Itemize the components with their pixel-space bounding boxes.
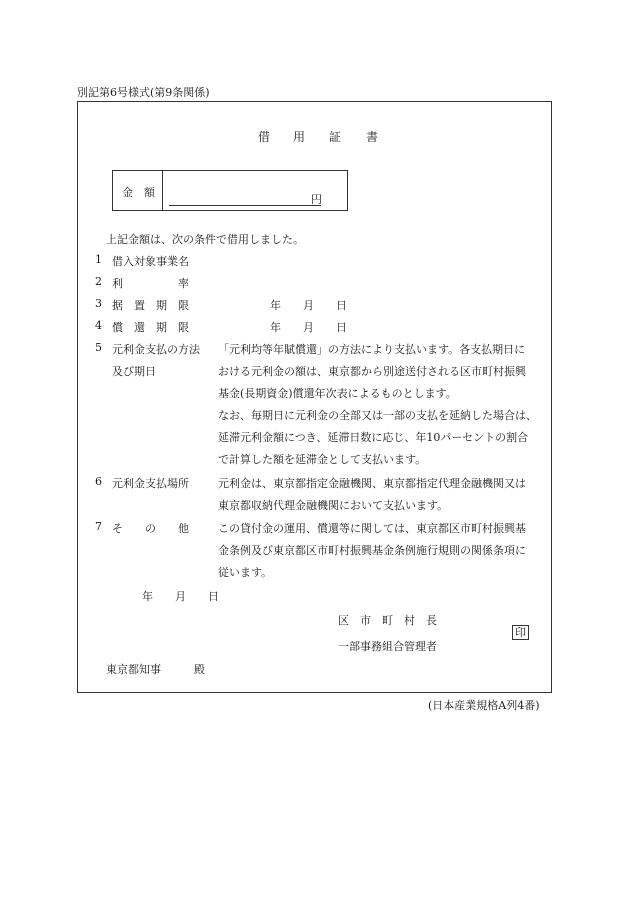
item-text-line: 元利金は、東京都指定金融機関、東京都指定代理金融機関又は bbox=[218, 477, 526, 490]
item-number: 2 bbox=[95, 275, 102, 288]
item-date: 年 月 日 bbox=[270, 321, 347, 334]
amount-underline bbox=[169, 205, 321, 206]
item-number: 1 bbox=[95, 253, 102, 266]
item-text-line: 従います。 bbox=[218, 566, 273, 579]
item-text-line: 「元利均等年賦償還」の方法により支払います。各支払期日に bbox=[218, 343, 526, 356]
item-number: 7 bbox=[95, 520, 102, 533]
item-date: 年 月 日 bbox=[270, 299, 347, 312]
amount-label: 金 額 bbox=[122, 186, 155, 199]
amount-divider bbox=[162, 170, 163, 211]
item-label: 償 還 期 限 bbox=[112, 321, 189, 334]
item-label-continued: 及び期日 bbox=[112, 365, 156, 378]
item-text-line: 金条例及び東京都区市町村振興基金条例施行規則の関係条項に bbox=[218, 544, 526, 557]
addressee: 東京都知事 殿 bbox=[106, 663, 205, 676]
title-char: 証 bbox=[329, 130, 342, 144]
item-label: 利 率 bbox=[112, 277, 189, 290]
amount-unit: 円 bbox=[311, 193, 322, 206]
item-text-line: 延滞元利金額につき、延滞日数に応じ、年10パーセントの割合 bbox=[218, 431, 529, 444]
paper-size-note: (日本産業規格A列4番) bbox=[428, 699, 540, 712]
item-label: 元利金支払場所 bbox=[112, 477, 189, 490]
intro-text: 上記金額は、次の条件で借用しました。 bbox=[106, 233, 304, 246]
item-text-line: で計算した額を延滞金として支払います。 bbox=[218, 453, 427, 466]
form-number-label: 別記第6号様式(第9条関係) bbox=[77, 86, 210, 99]
title-char: 用 bbox=[293, 130, 306, 144]
signer-title-alt: 一部事務組合管理者 bbox=[338, 640, 437, 653]
title-char: 書 bbox=[366, 130, 379, 144]
item-text-line: 基金(長期資金)償還年次表によるものとします。 bbox=[218, 387, 457, 400]
item-text-line: なお、毎期日に元利金の全部又は一部の支払を延納した場合は、 bbox=[218, 409, 537, 422]
item-label: そ の 他 bbox=[112, 522, 189, 535]
item-text-line: おける元利金の額は、東京都から別途送付される区市町村振興 bbox=[218, 365, 526, 378]
item-number: 6 bbox=[95, 475, 102, 488]
item-label: 据 置 期 限 bbox=[112, 299, 189, 312]
issue-date: 年 月 日 bbox=[142, 590, 219, 603]
item-text-line: この貸付金の運用、償還等に関しては、東京都区市町村振興基 bbox=[218, 522, 526, 535]
item-number: 3 bbox=[95, 297, 102, 310]
seal-mark: 印 bbox=[512, 625, 529, 640]
item-label: 元利金支払の方法 bbox=[112, 343, 200, 356]
item-number: 4 bbox=[95, 319, 102, 332]
title-char: 借 bbox=[258, 130, 271, 144]
item-number: 5 bbox=[95, 341, 102, 354]
signer-title: 区 市 町 村 長 bbox=[338, 614, 437, 627]
item-label: 借入対象事業名 bbox=[112, 255, 189, 268]
item-text-line: 東京都収納代理金融機関において支払います。 bbox=[218, 499, 449, 512]
